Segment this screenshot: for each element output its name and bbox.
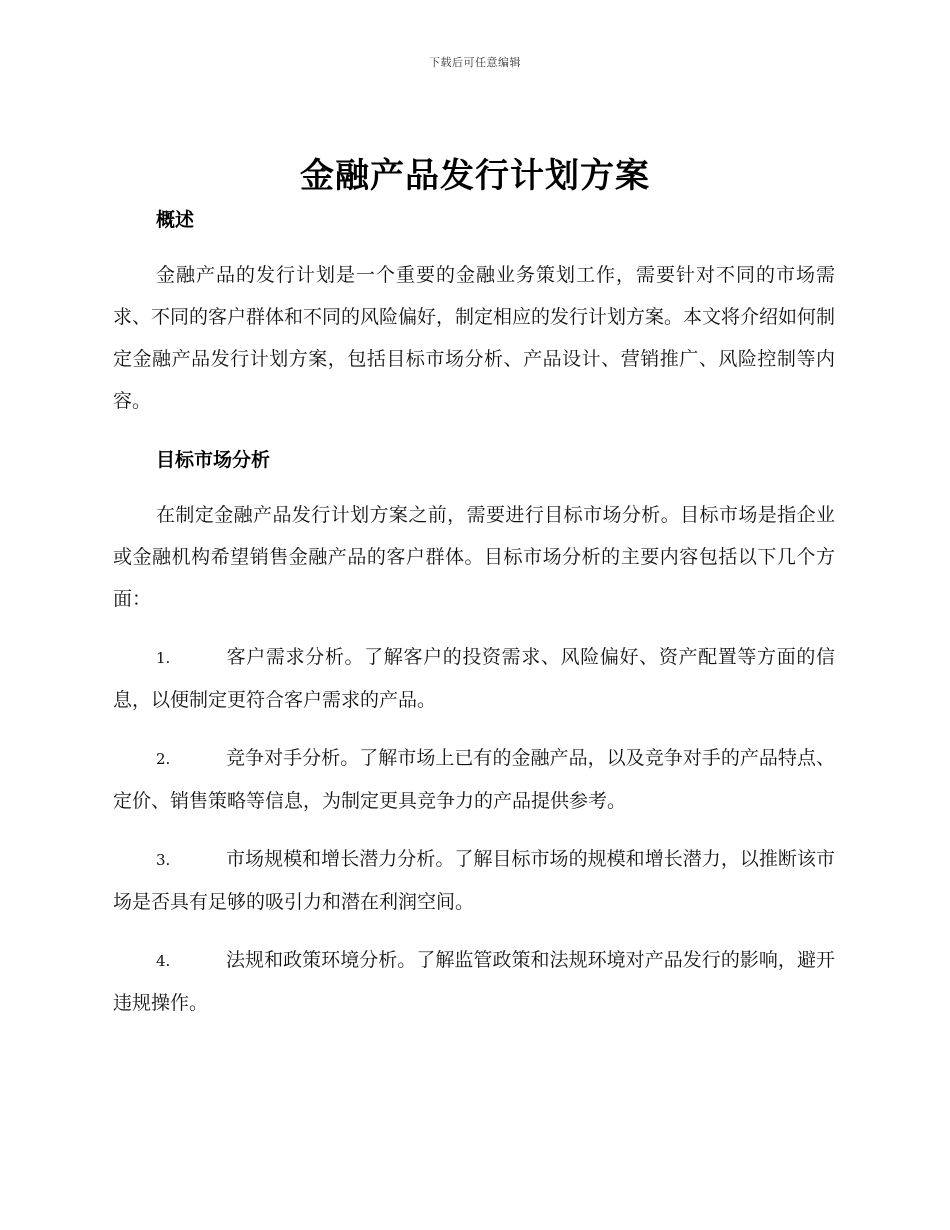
list-item-2 [113, 737, 835, 822]
list-text: 法规和政策环境分析。了解监管政策和法规环境对产品发行的影响，避开违规操作。 [113, 949, 835, 1014]
list-text: 竞争对手分析。了解市场上已有的金融产品，以及竞争对手的产品特点、定价、销售策略等信息，为制定更具竞争力的产品提供参考。 [113, 747, 835, 812]
header-note: 下载后可任意编辑 [429, 56, 521, 69]
section-heading-overview: 概述 [156, 209, 195, 231]
document-body [113, 202, 835, 1024]
list-number: 4. [156, 952, 171, 970]
list-item-4 [113, 939, 835, 1024]
list-item-3 [113, 838, 835, 923]
document-title: 金融产品发行计划方案 [300, 156, 650, 196]
list-text: 市场规模和增长潜力分析。了解目标市场的规模和增长潜力，以推断该市场是否具有足够的吸引力和潜在利润空间。 [113, 848, 835, 913]
target-market-paragraph: 在制定金融产品发行计划方案之前，需要进行目标市场分析。目标市场是指企业或金融机构希望销售金融产品的客户群体。目标市场分析的主要内容包括以下几个方面： [113, 504, 835, 610]
list-number: 1. [156, 649, 171, 667]
overview-paragraph: 金融产品的发行计划是一个重要的金融业务策划工作，需要针对不同的市场需求、不同的客户群体和不同的风险偏好，制定相应的发行计划方案。本文将介绍如何制定金融产品发行计划方案，包括目标市场分析、产品设计、营销推广、风险控制等内容。 [113, 264, 836, 412]
list-item-1 [113, 636, 835, 721]
list-number: 2. [156, 750, 171, 768]
list-number: 3. [156, 851, 171, 869]
section-heading-target-market: 目标市场分析 [156, 449, 271, 471]
list-text: 客户需求分析。了解客户的投资需求、风险偏好、资产配置等方面的信息，以便制定更符合客户需求的产品。 [113, 646, 835, 711]
